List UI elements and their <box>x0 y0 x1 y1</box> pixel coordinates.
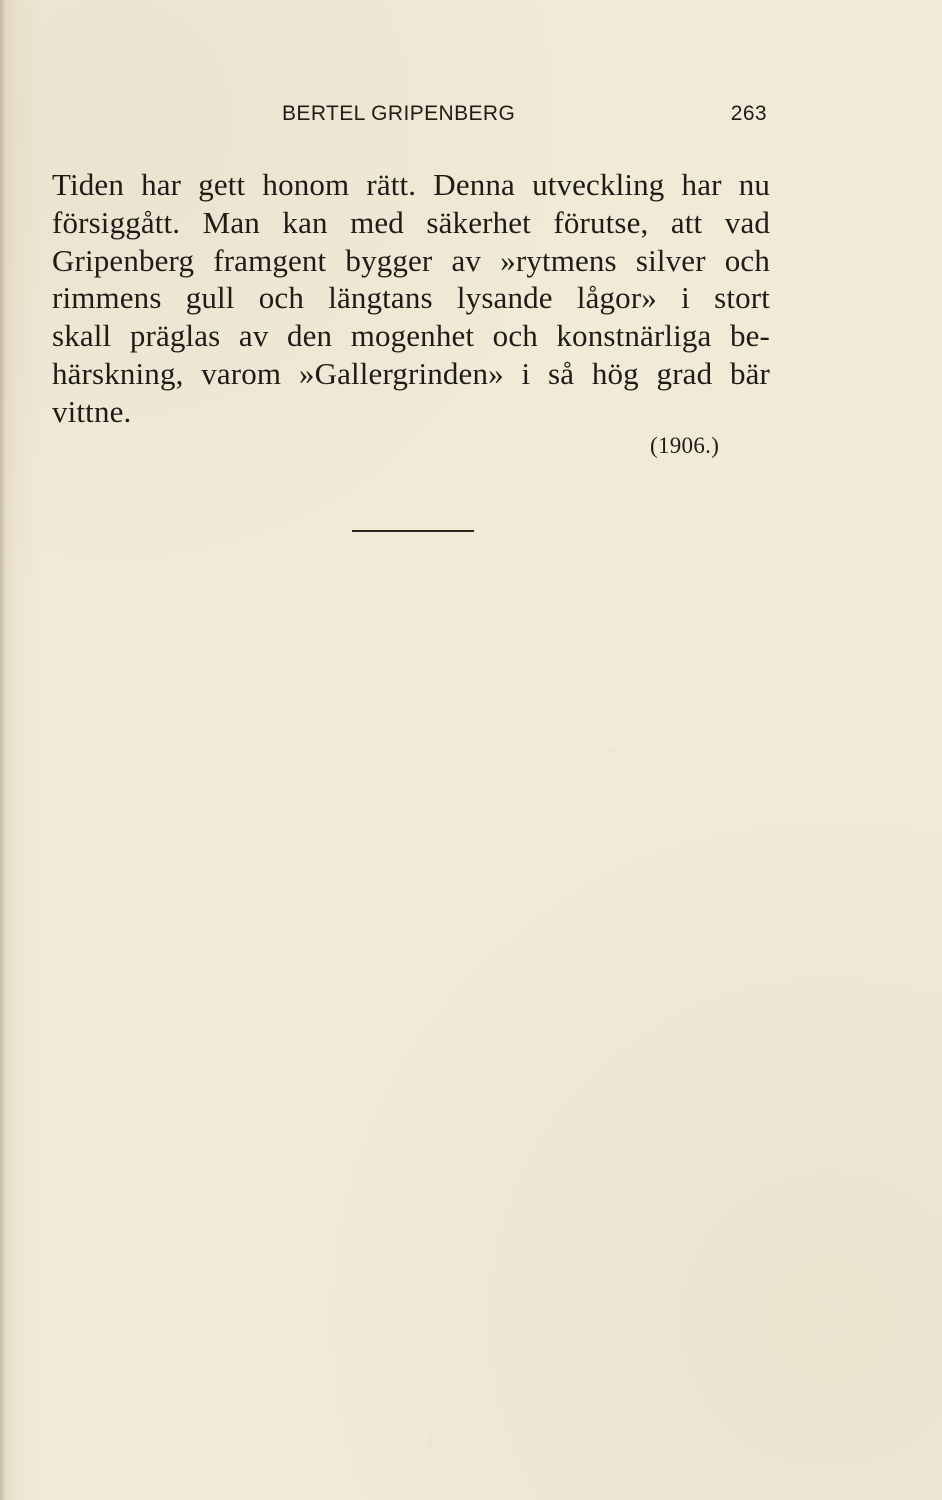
text-line: försiggått. Man kan med säkerhet förutse, att vad <box>52 204 770 240</box>
section-rule <box>352 530 474 532</box>
body-paragraph <box>52 166 770 431</box>
paper-speck <box>430 1435 431 1447</box>
text-line: skall präglas av den mogenhet och konstnärliga be- <box>52 318 770 354</box>
text-line: Tiden har gett honom rätt. Denna utveckling har nu <box>52 167 770 202</box>
page-edge-shadow <box>0 0 6 1500</box>
text-line: vittne. <box>52 393 132 429</box>
running-title: BERTEL GRIPENBERG <box>282 102 516 125</box>
text-line: Gripenberg framgent bygger av »rytmens silver och <box>52 242 770 278</box>
text-line: härskning, varom »Gallergrinden» i så hög grad bär <box>52 355 770 391</box>
page-number: 263 <box>730 102 767 125</box>
running-header <box>282 102 767 132</box>
date-note: (1906.) <box>650 433 720 458</box>
text-line: rimmens gull och längtans lysande lågor» i stort <box>52 280 770 316</box>
paper-speck <box>742 1311 744 1313</box>
paper-speck <box>610 750 612 752</box>
